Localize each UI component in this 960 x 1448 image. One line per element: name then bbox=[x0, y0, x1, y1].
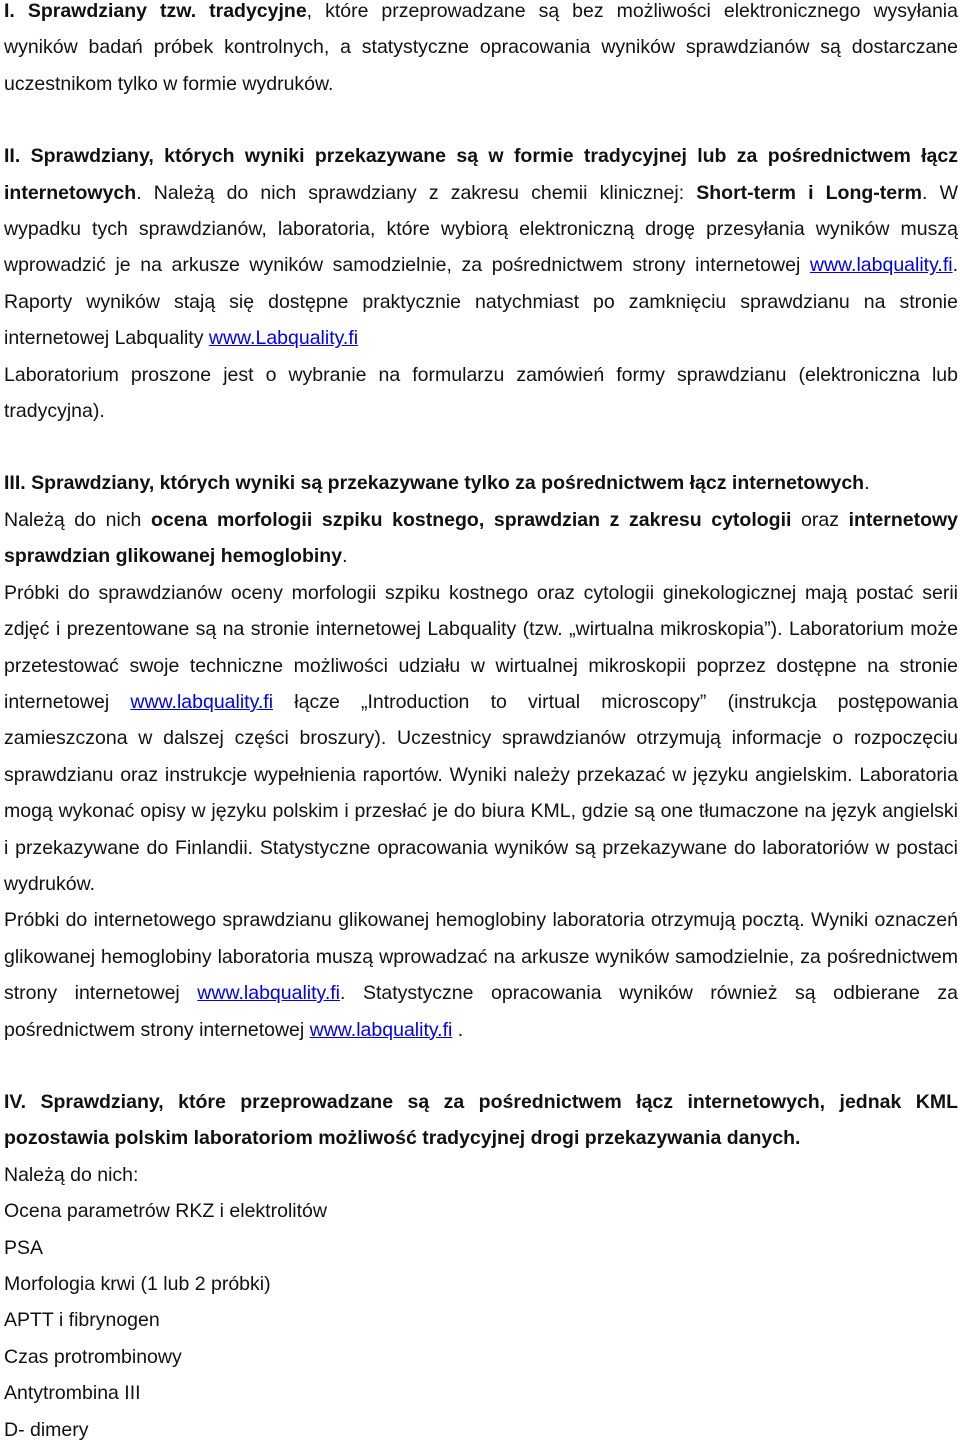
section-3-paragraph-1 bbox=[4, 502, 958, 575]
section-2-paragraph bbox=[4, 138, 958, 356]
labquality-link[interactable]: www.labquality.fi bbox=[809, 254, 953, 277]
section-3-text: Próbki do internetowego sprawdzianu glikowanej hemoglobiny laboratoria otrzymują pocztą. Wyniki oznaczeń glikowanej hemoglobiny laboratoria muszą wprowadzać na arkusze wyników samodzielnie, za pośrednictwem strony internetowej bbox=[4, 909, 958, 1005]
list-item: Czas protrombinowy bbox=[4, 1345, 182, 1368]
section-3-heading-dot: . bbox=[864, 472, 870, 495]
section-2-paragraph-2: Laboratorium proszone jest o wybranie na formularzu zamówień formy sprawdzianu (elektroniczna lub tradycyjna). bbox=[4, 363, 958, 423]
section-2-text: . Raporty wyników stają się dostępne praktycznie natychmiast po zamknięciu sprawdzianu na stronie internetowej Labquality bbox=[4, 254, 958, 350]
tests-list bbox=[4, 1193, 958, 1448]
section-1-heading: I. Sprawdziany tzw. tradycyjne bbox=[4, 0, 307, 22]
labquality-link[interactable]: www.Labquality.fi bbox=[208, 327, 359, 350]
section-4-heading-text: IV. Sprawdziany, które przeprowadzane są za pośrednictwem łącz internetowych, jednak KML pozostawia polskim laboratoriom możliwość tradycyjnej drogi przekazywania danych. bbox=[4, 1090, 958, 1150]
list-item: Morfologia krwi (1 lub 2 próbki) bbox=[4, 1273, 271, 1295]
list-item: PSA bbox=[4, 1236, 44, 1259]
section-3-bold: ocena morfologii szpiku kostnego, sprawdzian z zakresu cytologii bbox=[150, 508, 792, 531]
spacer bbox=[4, 102, 958, 138]
labquality-link[interactable]: www.labquality.fi bbox=[197, 982, 340, 1005]
list-item: D- dimery bbox=[4, 1418, 89, 1441]
section-3-paragraph-3 bbox=[4, 902, 958, 1048]
section-1-text: , które przeprowadzane są bez możliwości elektronicznego wysyłania wyników badań próbek kontrolnych, a statystyczne opracowania wyników sprawdzianów są dostarczane uczestnikom tylko w formie wydruków. bbox=[4, 0, 958, 95]
section-1-paragraph bbox=[4, 0, 958, 102]
section-2-text: . Należą do nich sprawdziany z zakresu chemii klinicznej: bbox=[136, 181, 697, 204]
section-3-paragraph-2 bbox=[4, 575, 958, 903]
section-3-bold: internetowy sprawdzian glikowanej hemoglobiny bbox=[4, 508, 958, 568]
section-3-text: łącze „Introduction to virtual microscopy” (instrukcja postępowania zamieszczona w dalszej części broszury). Uczestnicy sprawdzianów otrzymują informacje o rozpoczęciu sprawdzianu oraz instrukcje wypełnienia raportów. Wyniki należy przekazać w języku angielskim. Laboratoria mogą wykonać opisy w języku polskim i przesłać je do biura KML, gdzie są one tłumaczone na język angielski i przekazywane do Finlandii. Statystyczne opracowania wyników są przekazywane do laboratoriów w postaci wydruków. bbox=[4, 690, 958, 895]
labquality-link[interactable]: www.labquality.fi bbox=[309, 1018, 453, 1041]
section-4-intro: Należą do nich: bbox=[4, 1163, 139, 1186]
section-2-bold-tests: Short-term i Long-term bbox=[696, 181, 923, 204]
section-2-heading: II. Sprawdziany, których wyniki przekazywane są w formie tradycyjnej lub za pośrednictwem łącz internetowych bbox=[4, 145, 958, 204]
labquality-link[interactable]: www.labquality.fi bbox=[130, 690, 274, 713]
section-3-text: oraz bbox=[791, 508, 849, 531]
list-item: APTT i fibrynogen bbox=[4, 1309, 160, 1332]
list-item: Antytrombina III bbox=[4, 1382, 141, 1405]
section-3-text: . Statystyczne opracowania wyników również są odbierane za pośrednictwem strony internetowej bbox=[4, 982, 958, 1041]
spacer bbox=[4, 1048, 958, 1084]
section-2-text: . W wypadku tych sprawdzianów, laboratoria, które wybiorą elektroniczną drogę przesyłania wyników muszą wprowadzić je na arkusze wyników samodzielnie, za pośrednictwem strony internetowej bbox=[4, 181, 958, 277]
section-4-heading bbox=[4, 1084, 958, 1157]
section-3-text: . bbox=[452, 1018, 464, 1041]
section-3-text: Próbki do sprawdzianów oceny morfologii szpiku kostnego oraz cytologii ginekologicznej mają postać serii zdjęć i prezentowane są na stronie internetowej Labquality (tzw. „wirtualna mikroskopia”). Laboratorium może przetestować swoje techniczne możliwości udziału w wirtualnej mikroskopii poprzez dostępne na stronie internetowej bbox=[4, 581, 958, 713]
spacer bbox=[4, 429, 958, 465]
section-3-text: Należą do nich bbox=[4, 508, 151, 531]
list-item: Ocena parametrów RKZ i elektrolitów bbox=[4, 1200, 327, 1223]
section-3-heading-line bbox=[4, 465, 958, 501]
section-3-heading: III. Sprawdziany, których wyniki są przekazywane tylko za pośrednictwem łącz internetowych bbox=[4, 472, 865, 495]
section-3-text: . bbox=[342, 545, 348, 568]
